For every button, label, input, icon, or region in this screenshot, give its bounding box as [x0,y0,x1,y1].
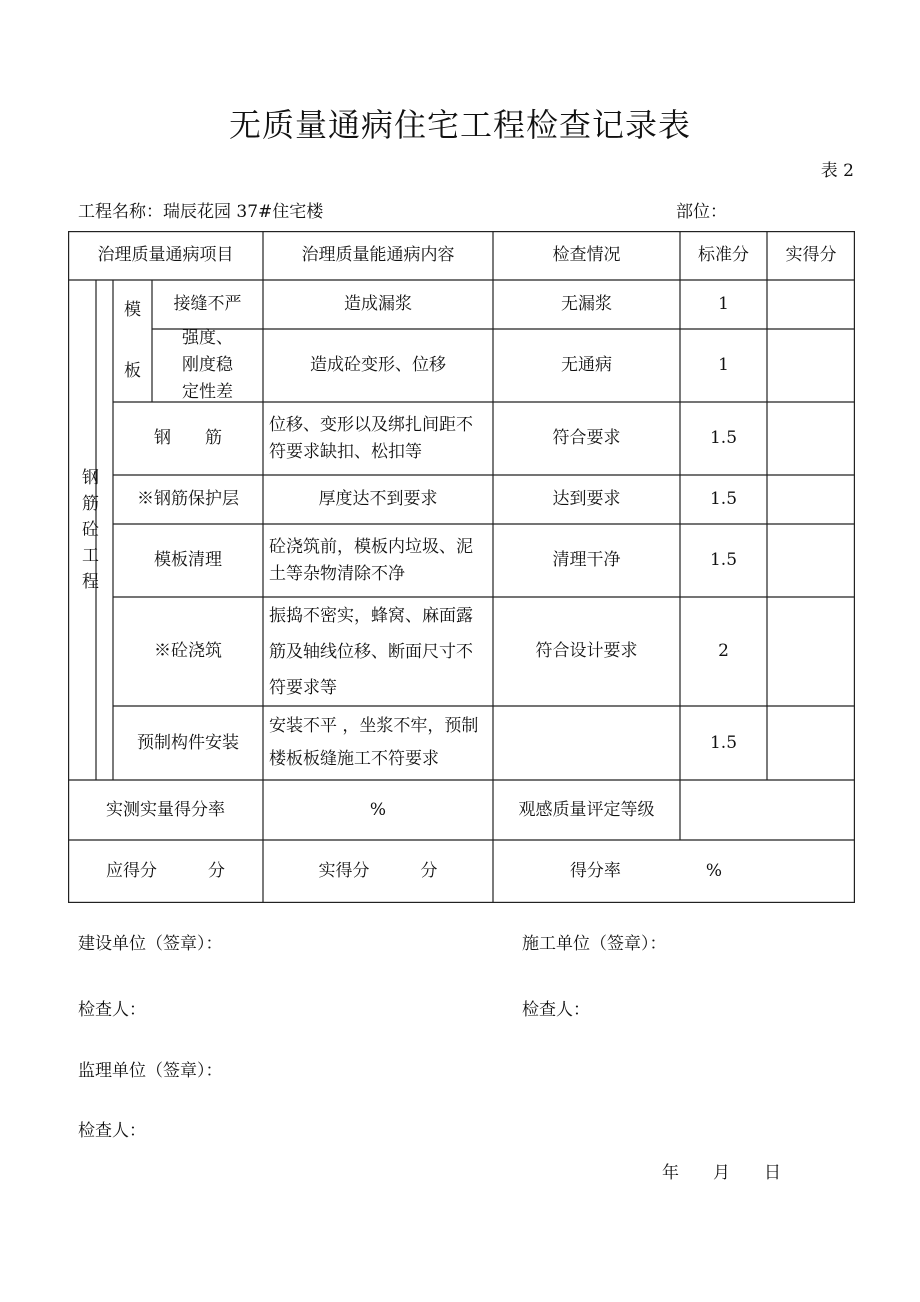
inspector-label: 检查人： [522,1000,590,1020]
row-item: 强度、刚度稳定性差 [182,328,233,402]
row-check: 无通病 [561,355,612,375]
row-check: 符合要求 [552,428,621,448]
row-check: 清理干净 [552,550,621,570]
header-item: 治理质量通病项目 [97,245,234,265]
header-standard-score: 标准分 [698,245,749,265]
score-rate: 得分率 % [569,860,723,881]
row-content: 振捣不密实，蜂窝、麻面露筋及轴线位移、断面尺寸不符要求等 [269,605,473,698]
row-score: 1.5 [709,550,738,570]
row-score: 1.5 [709,489,738,509]
row-item: 接缝不严 [173,294,242,314]
row-score: 1 [718,355,729,375]
perception-grade-label: 观感质量评定等级 [518,799,655,820]
row-actual[interactable] [767,706,855,780]
header-content: 治理质量能通病内容 [301,245,455,265]
row-item: 预制构件安装 [137,732,239,753]
row-content: 安装不平 ，坐浆不牢，预制楼板板缝施工不符要求 [269,716,479,769]
measured-rate-label: 实测实量得分率 [106,799,225,820]
row-item: ※钢筋保护层 [137,489,239,509]
row-actual[interactable] [767,280,855,329]
row-actual[interactable] [767,329,855,402]
location-label: 部位： [676,202,727,222]
row-check: 无漏浆 [561,294,612,314]
perception-grade-value[interactable] [680,780,855,840]
row-content: 造成砼变形、位移 [310,355,446,375]
row-check [493,706,680,780]
construction-unit-label: 建设单位（签章）： [78,934,223,954]
document-title: 无质量通病住宅工程检查记录表 [228,106,691,144]
row-actual[interactable] [767,475,855,524]
row-content: 厚度达不到要求 [318,489,438,509]
row-content: 砼浇筑前，模板内垃圾、泥土等杂物清除不净 [269,536,473,584]
supervision-unit-label: 监理单位（签章）： [78,1061,223,1081]
inspector-label: 检查人： [78,1121,146,1141]
row-item: 模板清理 [154,550,222,570]
sub-category-char-2: 板 [124,361,141,381]
row-check: 达到要求 [552,489,621,509]
header-actual-score: 实得分 [785,245,837,265]
row-actual[interactable] [767,402,855,475]
row-content: 位移、变形以及绑扎间距不符要求缺扣、松扣等 [269,414,473,462]
actual-score: 实得分 分 [318,860,438,881]
row-check: 符合设计要求 [535,641,638,661]
should-score: 应得分 分 [106,860,225,881]
table-number: 表 2 [820,161,854,181]
row-item: 钢 筋 [154,428,222,448]
row-score: 1.5 [709,732,738,753]
row-actual[interactable] [767,597,855,706]
header-check: 检查情况 [552,245,621,265]
inspector-label: 检查人： [78,1000,146,1020]
row-actual[interactable] [767,524,855,597]
row-score: 1.5 [709,428,738,448]
row-score: 2 [718,641,729,661]
row-item: ※砼浇筑 [154,641,222,661]
category-label: 钢筋砼工程 [82,468,99,592]
date-line: 年 月 日 [662,1163,781,1183]
measured-rate-value: % [369,799,387,820]
project-name: 工程名称：瑞辰花园 37#住宅楼 [78,202,324,222]
contractor-unit-label: 施工单位（签章）： [522,934,667,954]
row-score: 1 [718,294,729,314]
row-content: 造成漏浆 [344,294,412,314]
inspection-table [68,231,855,903]
sub-category-char-1: 模 [124,300,141,320]
